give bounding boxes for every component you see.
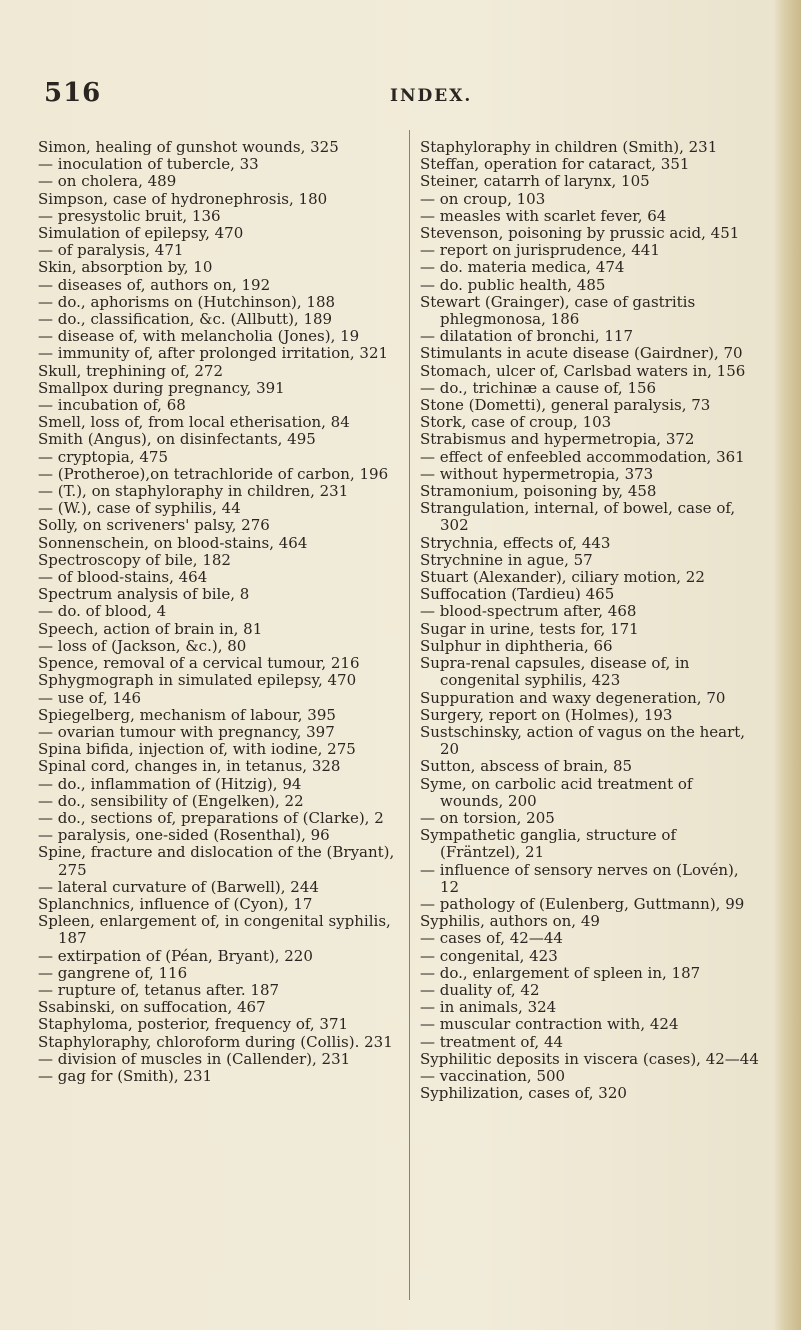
page-number: 516 — [44, 78, 102, 108]
index-entry: — effect of enfeebled accommodation, 361 — [420, 447, 745, 466]
index-entry: Spine, fracture and dislocation of the (Bryant), 275 — [38, 843, 395, 879]
index-entry: Suffocation (Tardieu) 465 — [420, 585, 615, 604]
index-entry: Staphyloraphy, chloroform during (Collis). 231 — [38, 1032, 393, 1051]
index-entry: Syme, on carbolic acid treatment of wounds, 200 — [420, 774, 693, 810]
index-entry: — on cholera, 489 — [38, 172, 177, 191]
index-entry: — extirpation of (Péan, Bryant), 220 — [38, 946, 313, 965]
index-entry: — congenital, 423 — [420, 946, 558, 965]
index-entry: — on croup, 103 — [420, 189, 546, 208]
index-entry: — report on jurisprudence, 441 — [420, 241, 660, 260]
index-column-right — [420, 139, 760, 1102]
index-entry: Supra-renal capsules, disease of, in congenital syphilis, 423 — [420, 654, 690, 690]
index-entry: Stomach, ulcer of, Carlsbad waters in, 156 — [420, 361, 746, 380]
index-entry: Strabismus and hypermetropia, 372 — [420, 430, 695, 449]
index-entry: Spence, removal of a cervical tumour, 216 — [38, 654, 360, 673]
index-entry: — inoculation of tubercle, 33 — [38, 155, 259, 174]
index-entry: — do. of blood, 4 — [38, 602, 167, 621]
index-entry: — lateral curvature of (Barwell), 244 — [38, 877, 319, 896]
index-entry: Skull, trephining of, 272 — [38, 361, 223, 380]
index-entry: Simulation of epilepsy, 470 — [38, 224, 244, 243]
index-entry: — of blood-stains, 464 — [38, 568, 208, 587]
index-entry: — presystolic bruit, 136 — [38, 206, 221, 225]
index-entry: Spina bifida, injection of, with iodine, 275 — [38, 740, 356, 759]
index-entry: Ssabinski, on suffocation, 467 — [38, 998, 266, 1017]
index-entry: — gag for (Smith), 231 — [38, 1066, 213, 1085]
index-entry: — do., inflammation of (Hitzig), 94 — [38, 774, 302, 793]
index-entry: Stone (Dometti), general paralysis, 73 — [420, 396, 711, 415]
index-entry: Simon, healing of gunshot wounds, 325 — [38, 138, 339, 156]
index-entry: Spleen, enlargement of, in congenital syphilis, 187 — [38, 912, 391, 948]
index-entry: — do., enlargement of spleen in, 187 — [420, 963, 701, 982]
index-entry: — diseases of, authors on, 192 — [38, 275, 271, 294]
index-entry: Stimulants in acute disease (Gairdner), 70 — [420, 344, 743, 363]
index-entry: — dilatation of bronchi, 117 — [420, 327, 634, 346]
index-entry: Solly, on scriveners' palsy, 276 — [38, 516, 270, 535]
index-entry: — muscular contraction with, 424 — [420, 1015, 679, 1034]
index-entry: Staphyloraphy in children (Smith), 231 — [420, 138, 718, 156]
index-entry: — do. materia medica, 474 — [420, 258, 625, 277]
index-entry: Stork, case of croup, 103 — [420, 413, 612, 432]
index-entry: — influence of sensory nerves on (Lovén), 12 — [420, 860, 739, 896]
index-entry: — disease of, with melancholia (Jones), 19 — [38, 327, 360, 346]
index-entry: — paralysis, one-sided (Rosenthal), 96 — [38, 826, 330, 845]
index-entry: — loss of (Jackson, &c.), 80 — [38, 636, 247, 655]
index-entry: Stewart (Grainger), case of gastritis phlegmonosa, 186 — [420, 292, 696, 329]
index-entry: Steffan, operation for cataract, 351 — [420, 155, 690, 174]
index-column-left — [38, 139, 406, 1085]
index-entry: Surgery, report on (Holmes), 193 — [420, 705, 673, 724]
index-entry: Spectrum analysis of bile, 8 — [38, 585, 250, 604]
index-entry: — (T.), on staphyloraphy in children, 231 — [38, 482, 349, 501]
index-entry: Simpson, case of hydronephrosis, 180 — [38, 189, 328, 208]
index-entry: Stuart (Alexander), ciliary motion, 22 — [420, 568, 705, 587]
index-entry: — of paralysis, 471 — [38, 241, 184, 260]
index-entry: Smallpox during pregnancy, 391 — [38, 378, 285, 397]
index-entry: — immunity of, after prolonged irritation, 321 — [38, 344, 389, 363]
index-entry: — duality of, 42 — [420, 980, 540, 999]
index-entry: — (W.), case of syphilis, 44 — [38, 499, 241, 518]
running-head: INDEX. — [390, 86, 473, 106]
index-entry: Suppuration and waxy degeneration, 70 — [420, 688, 726, 707]
index-entry: — do., sensibility of (Engelken), 22 — [38, 791, 304, 810]
index-entry: Sustschinsky, action of vagus on the heart, 20 — [420, 722, 746, 759]
index-entry: Strychnine in ague, 57 — [420, 550, 593, 569]
index-entry: — without hypermetropia, 373 — [420, 464, 654, 483]
index-entry: Speech, action of brain in, 81 — [38, 619, 263, 638]
index-entry: Strychnia, effects of, 443 — [420, 533, 611, 552]
index-entry: Splanchnics, influence of (Cyon), 17 — [38, 894, 313, 913]
index-entry: Spectroscopy of bile, 182 — [38, 550, 231, 569]
index-entry: — blood-spectrum after, 468 — [420, 602, 637, 621]
index-entry: — treatment of, 44 — [420, 1032, 564, 1051]
index-entry: — do., aphorisms on (Hutchinson), 188 — [38, 292, 336, 311]
index-entry: — gangrene of, 116 — [38, 963, 188, 982]
index-entry: — do., trichinæ a cause of, 156 — [420, 378, 657, 397]
index-entry: Spiegelberg, mechanism of labour, 395 — [38, 705, 336, 724]
index-entry: Sympathetic ganglia, structure of (Fräntzel), 21 — [420, 826, 677, 862]
index-entry: Steiner, catarrh of larynx, 105 — [420, 172, 650, 191]
index-entry: Smith (Angus), on disinfectants, 495 — [38, 430, 316, 449]
index-entry: — division of muscles in (Callender), 231 — [38, 1049, 351, 1068]
index-entry: — vaccination, 500 — [420, 1066, 566, 1085]
index-entry: — do., classification, &c. (Allbutt), 189 — [38, 310, 333, 329]
index-entry: — measles with scarlet fever, 64 — [420, 206, 667, 225]
index-entry: — use of, 146 — [38, 688, 141, 707]
index-entry: — do., sections of, preparations of (Clarke), 2 — [38, 808, 384, 827]
index-entry: — pathology of (Eulenberg, Guttmann), 99 — [420, 894, 745, 913]
index-entry: Syphilitic deposits in viscera (cases), 42—44 — [420, 1049, 759, 1068]
page-edge — [775, 0, 801, 1330]
index-entry: — cryptopia, 475 — [38, 447, 168, 466]
index-entry: — (Protheroe),on tetrachloride of carbon, 196 — [38, 464, 389, 483]
index-entry: Sulphur in diphtheria, 66 — [420, 636, 613, 655]
index-entry: Stevenson, poisoning by prussic acid, 451 — [420, 224, 740, 243]
index-entry: — cases of, 42—44 — [420, 929, 563, 948]
index-entry: Sutton, abscess of brain, 85 — [420, 757, 633, 776]
page-header — [44, 78, 764, 108]
index-entry: — ovarian tumour with pregnancy, 397 — [38, 722, 335, 741]
index-entry: — on torsion, 205 — [420, 808, 555, 827]
index-entry: — do. public health, 485 — [420, 275, 606, 294]
index-entry: Sphygmograph in simulated epilepsy, 470 — [38, 671, 357, 690]
index-entry: Staphyloma, posterior, frequency of, 371 — [38, 1015, 349, 1034]
index-entry: — in animals, 324 — [420, 998, 557, 1017]
index-entry: Strangulation, internal, of bowel, case of, 302 — [420, 499, 736, 535]
index-entry: Skin, absorption by, 10 — [38, 258, 213, 277]
index-entry: Spinal cord, changes in, in tetanus, 328 — [38, 757, 341, 776]
index-entry: Sugar in urine, tests for, 171 — [420, 619, 639, 638]
index-entry: Stramonium, poisoning by, 458 — [420, 482, 657, 501]
index-entry: — rupture of, tetanus after. 187 — [38, 980, 280, 999]
column-divider — [409, 130, 410, 1300]
index-entry: Syphilization, cases of, 320 — [420, 1084, 627, 1103]
index-entry: Smell, loss of, from local etherisation, 84 — [38, 413, 350, 432]
index-entry: — incubation of, 68 — [38, 396, 186, 415]
index-entry: Sonnenschein, on blood-stains, 464 — [38, 533, 308, 552]
index-entry: Syphilis, authors on, 49 — [420, 912, 600, 931]
